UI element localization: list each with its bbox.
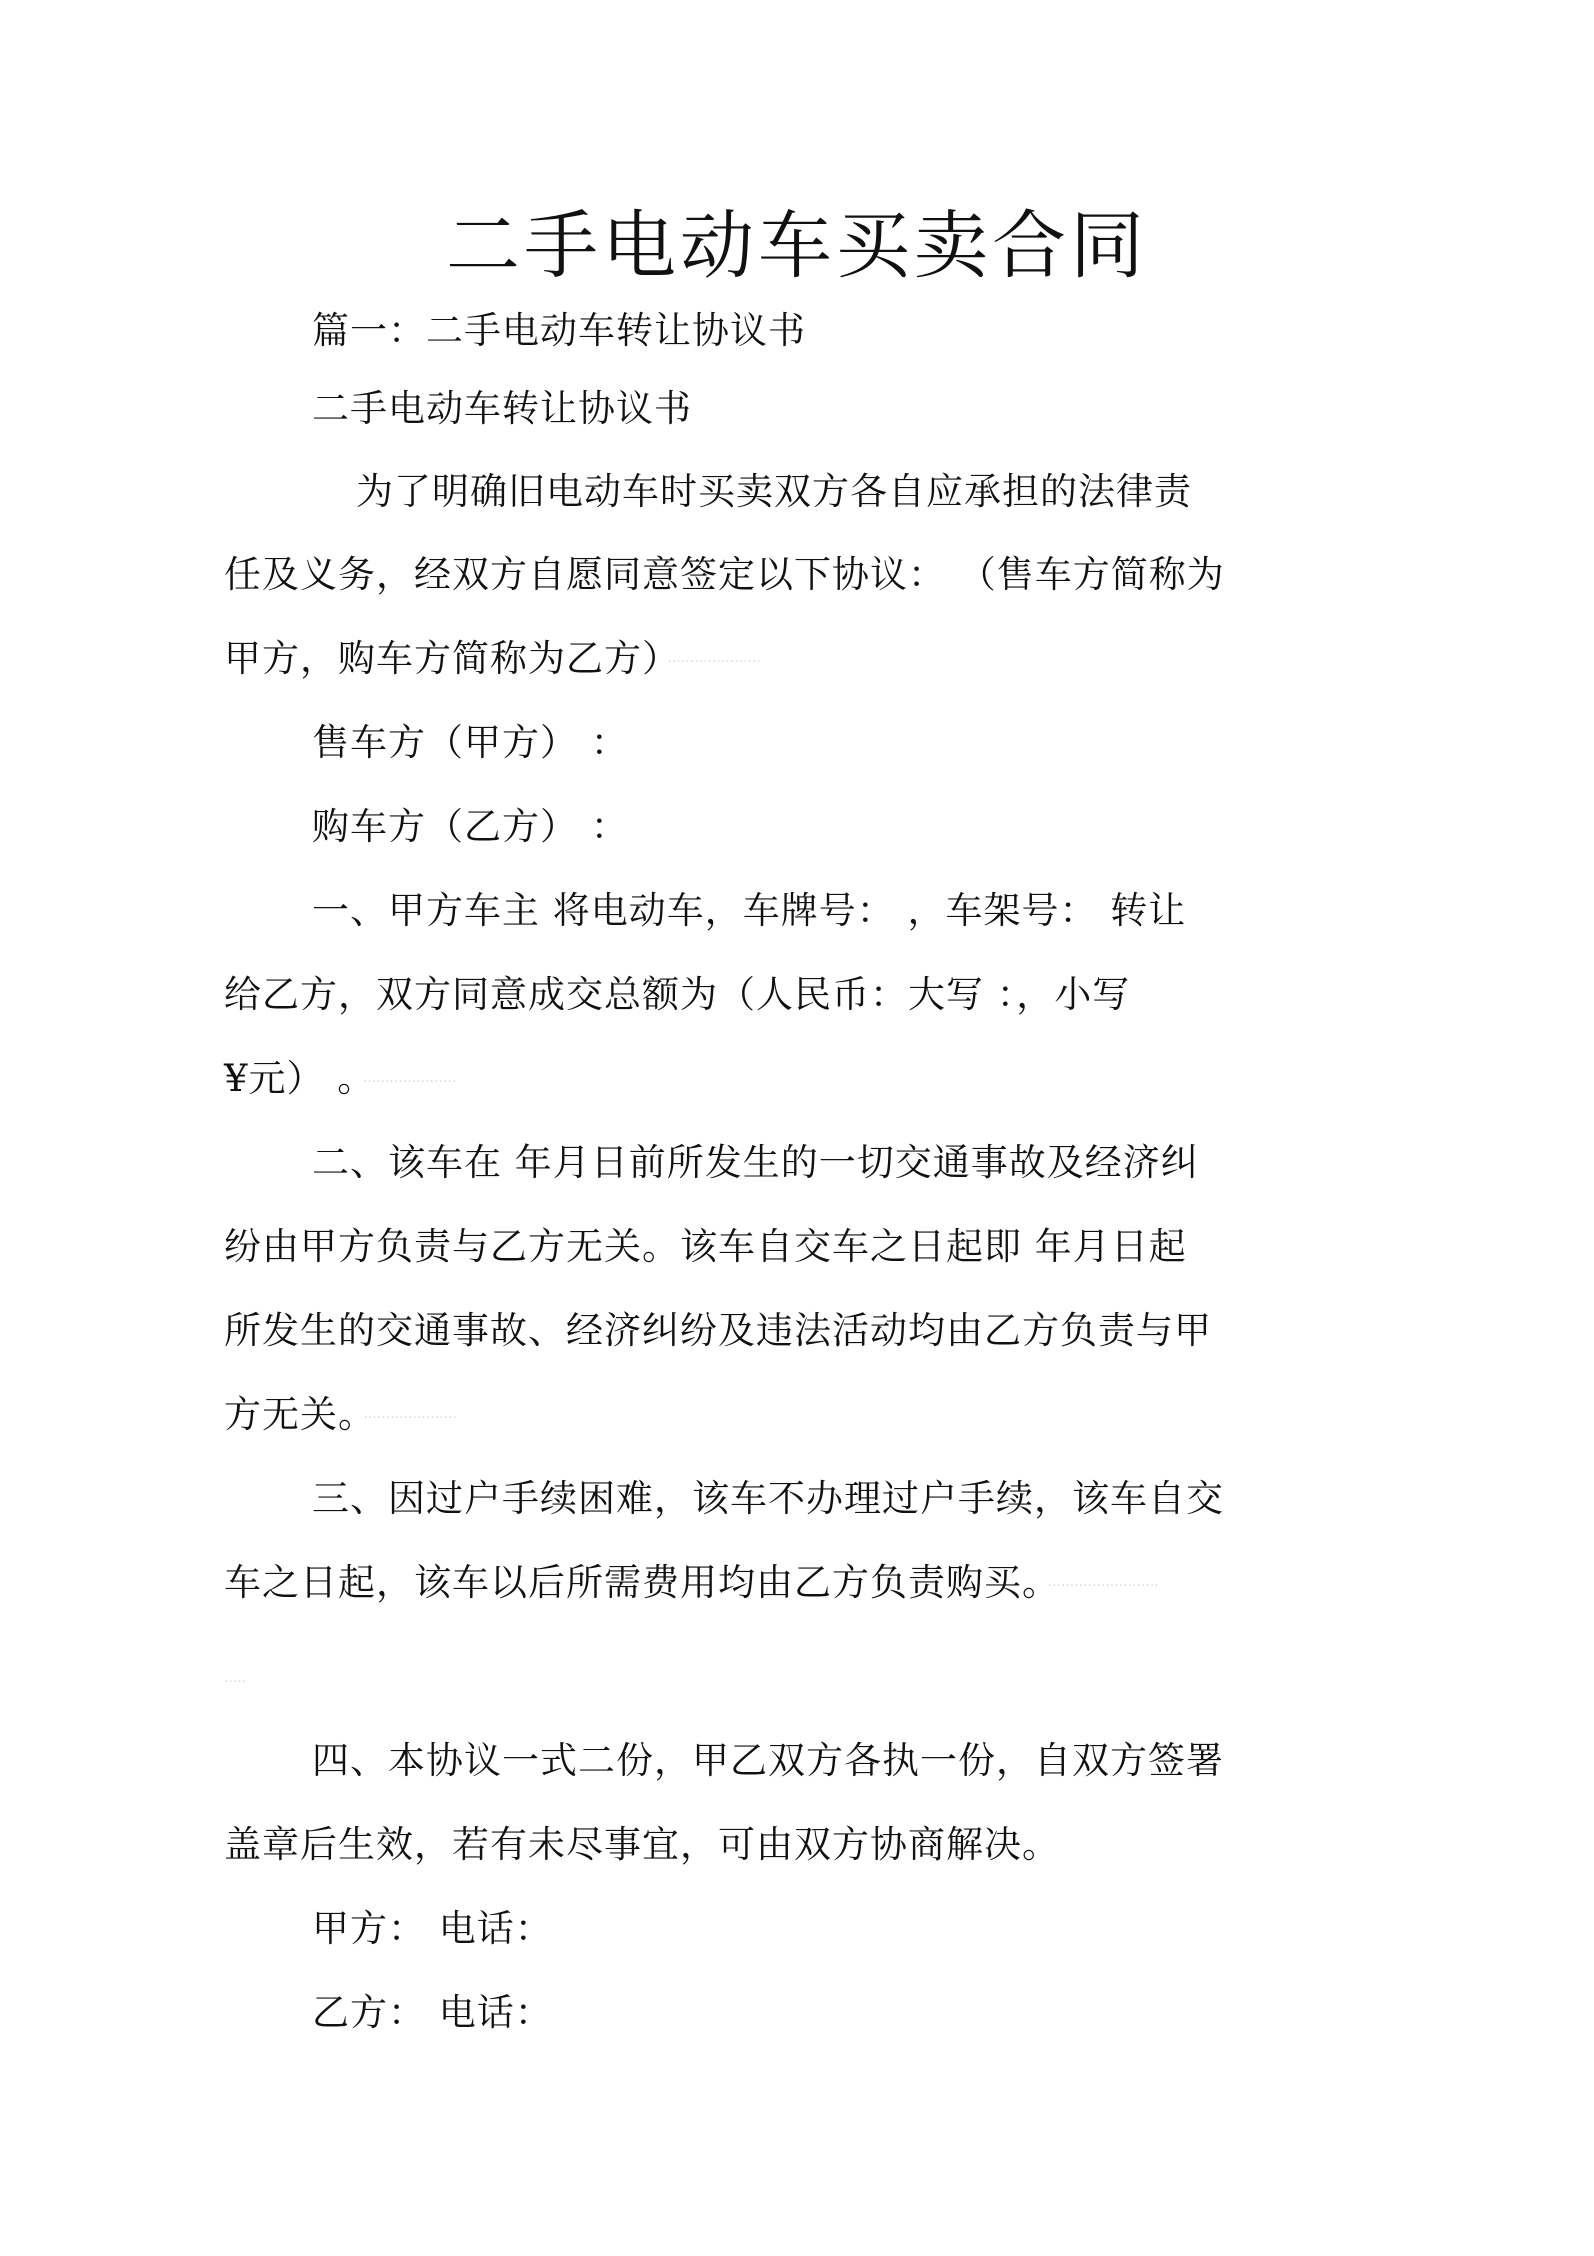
clause-2-line-1: 二、该车在 年月日前所发生的一切交通事故及经济纠 <box>312 1141 1199 1184</box>
section-heading: 篇一：二手电动车转让协议书 <box>312 309 806 352</box>
faint-mark: ····················· <box>363 1409 457 1426</box>
intro-line-1: 为了明确旧电动车时买卖双方各自应承担的法律责 <box>356 470 1192 513</box>
clause-2-line-2: 纷由甲方负责与乙方无关。该车自交车之日起即 年月日起 <box>224 1225 1187 1268</box>
clause-1-line-3: ¥元） 。 ····················· <box>224 1057 457 1100</box>
seller-line: 售车方（甲方） ： <box>312 721 629 764</box>
faint-mark: ····················· <box>362 1073 457 1090</box>
buyer-line: 购车方（乙方） ： <box>312 805 629 848</box>
clause-2-line-3: 所发生的交通事故、经济纠纷及违法活动均由乙方负责与甲 <box>224 1309 1212 1352</box>
document-title: 二手电动车买卖合同 <box>446 203 1148 289</box>
intro-line-3: 甲方，购车方简称为乙方） ····················· <box>224 637 761 680</box>
faint-mark: ····················· <box>667 653 761 670</box>
sub-heading: 二手电动车转让协议书 <box>312 387 692 430</box>
party-b-signature-line: 乙方： 电话： <box>312 1991 553 2034</box>
faint-mark: ························· <box>1047 1577 1159 1594</box>
faint-mark: ····· <box>224 1674 247 1690</box>
party-a-signature-line: 甲方： 电话： <box>312 1907 553 1950</box>
clause-4-line-2: 盖章后生效，若有未尽事宜，可由双方协商解决。 <box>224 1823 1060 1866</box>
clause-3-line-2: 车之日起，该车以后所需费用均由乙方负责购买。 ························· <box>224 1561 1159 1604</box>
intro-line-2: 任及义务，经双方自愿同意签定以下协议： （售车方简称为 <box>224 553 1225 596</box>
clause-1-line-2: 给乙方，双方同意成交总额为（人民币：大写 ：，小写 <box>224 973 1131 1016</box>
clause-4-line-1: 四、本协议一式二份，甲乙双方各执一份，自双方签署 <box>312 1739 1224 1782</box>
clause-2-line-4: 方无关。 ····················· <box>224 1393 457 1436</box>
clause-3-line-1: 三、因过户手续困难，该车不办理过户手续，该车自交 <box>312 1477 1224 1520</box>
clause-1-line-1: 一、甲方车主 将电动车，车牌号： ，车架号： 转让 <box>312 889 1187 932</box>
